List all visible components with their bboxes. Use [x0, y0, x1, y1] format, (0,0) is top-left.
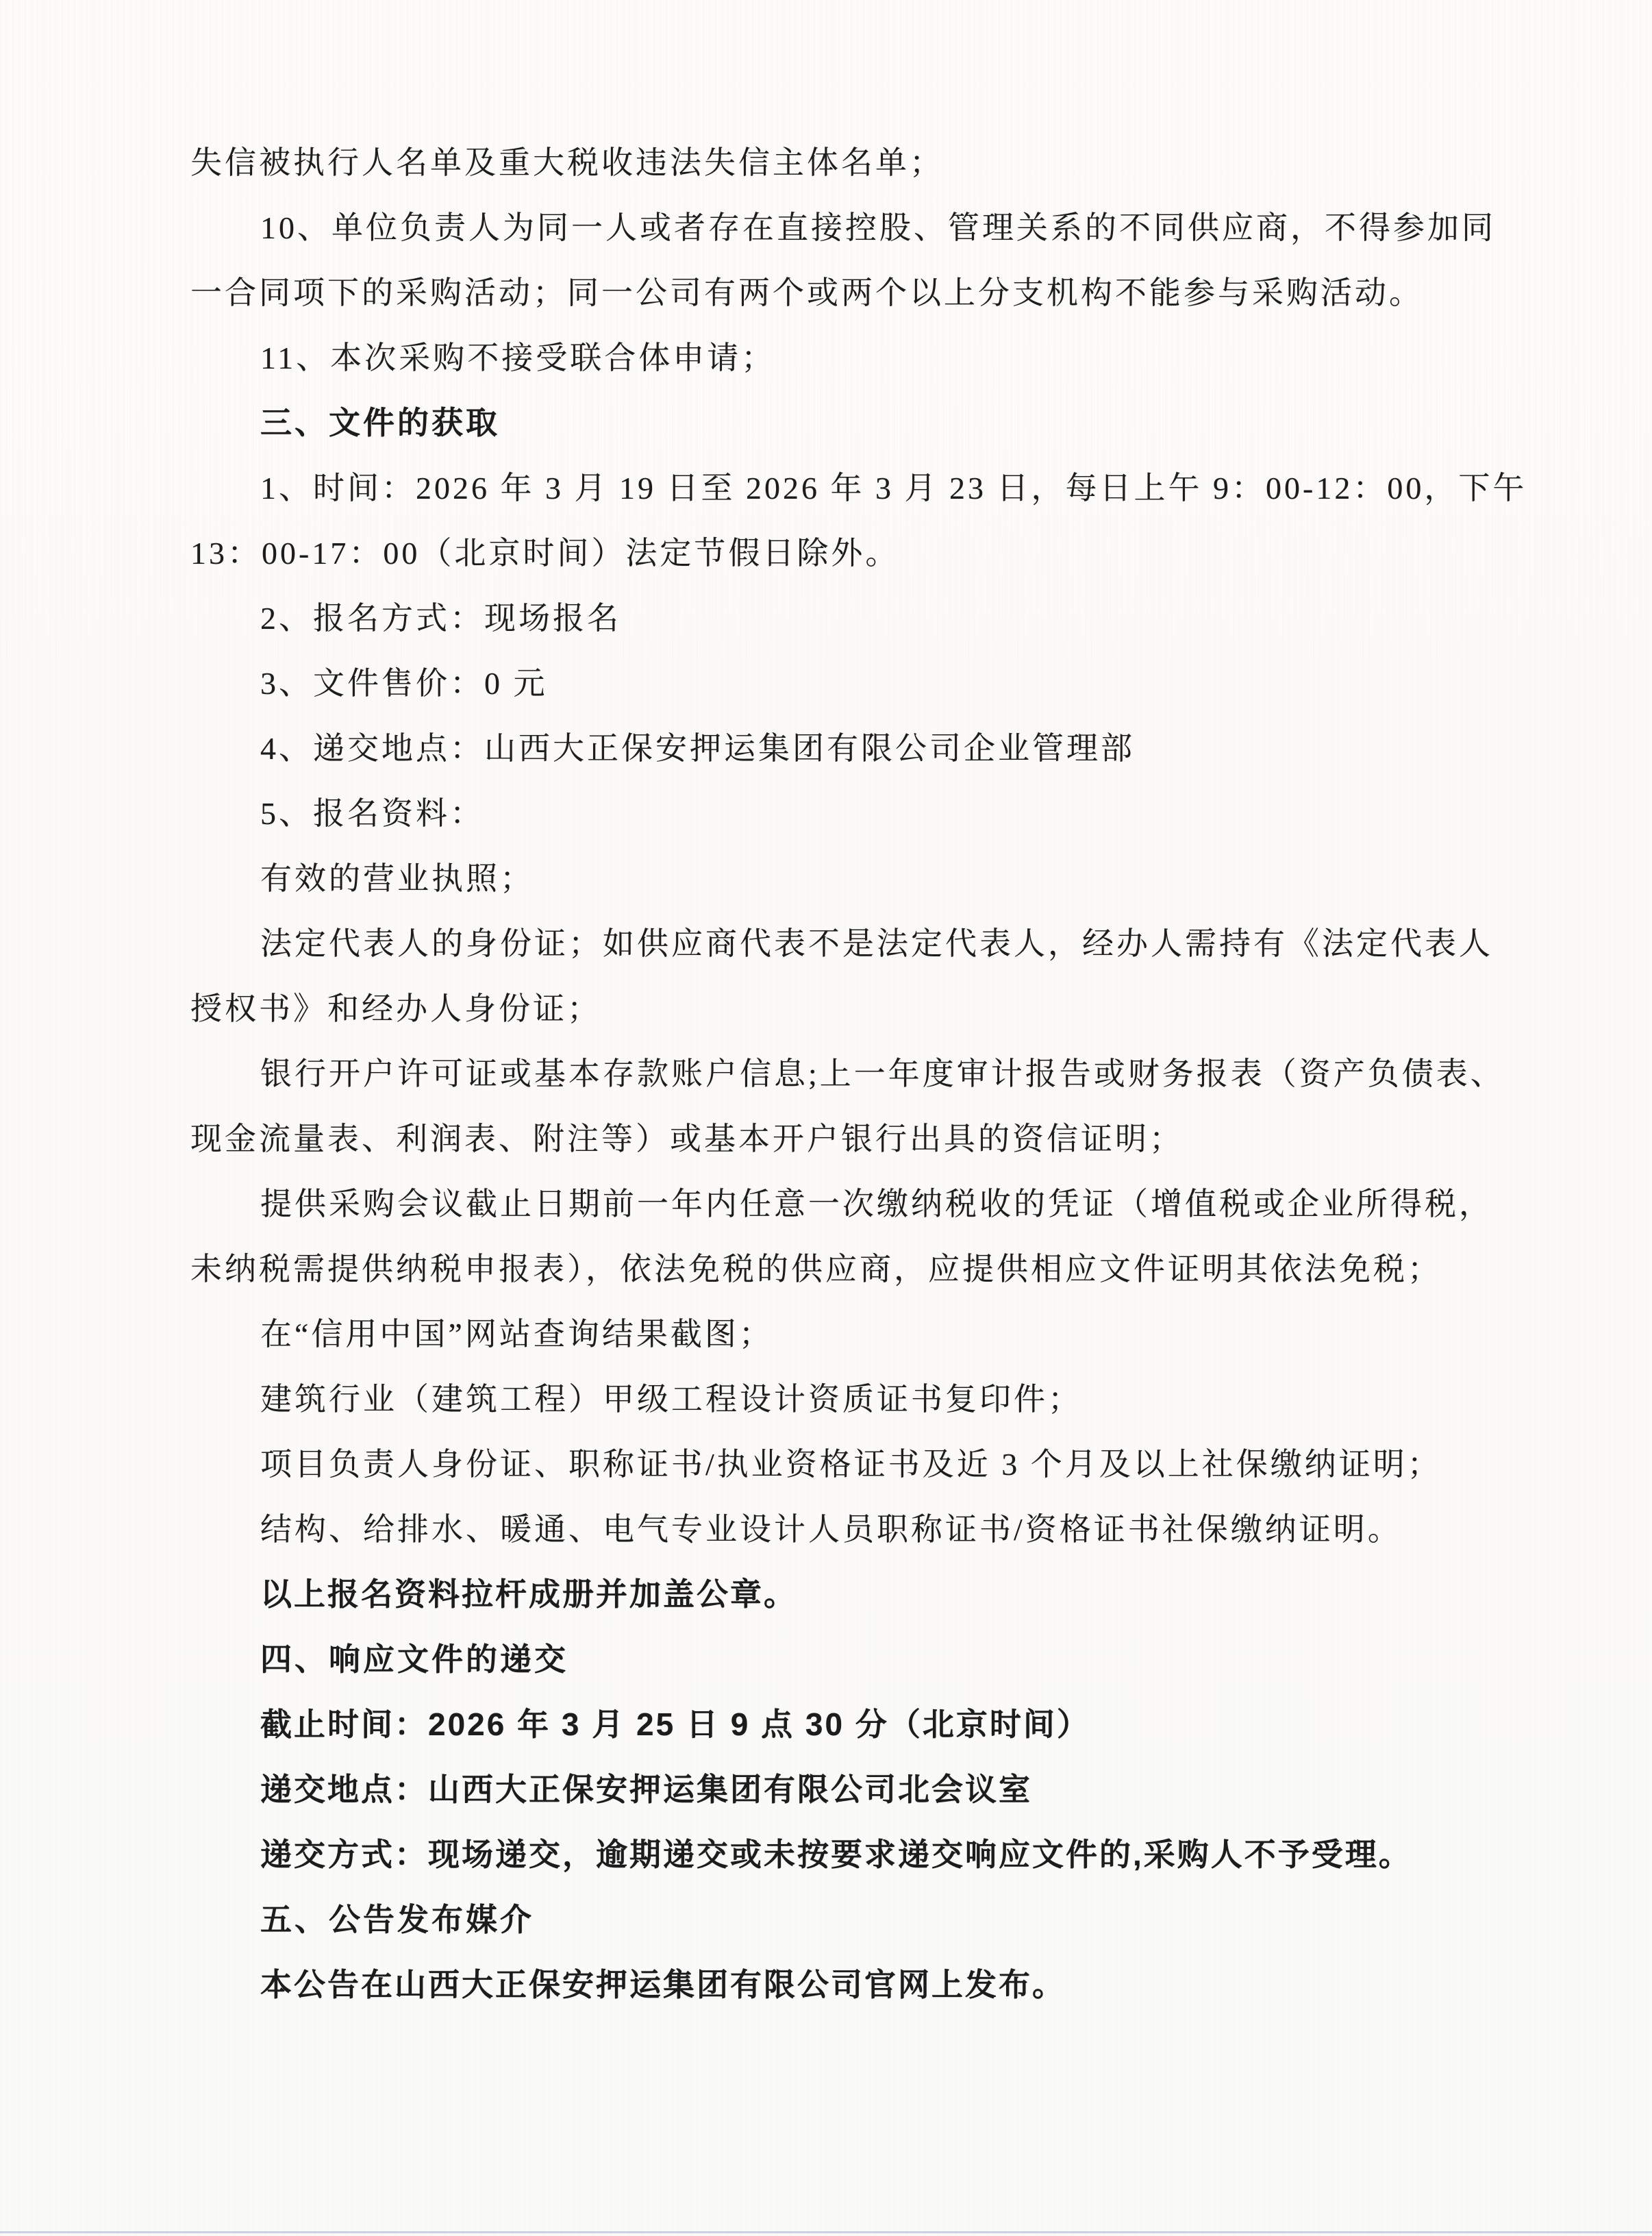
text-line: 三、文件的获取 — [260, 406, 500, 440]
text-line: 法定代表人的身份证；如供应商代表不是法定代表人，经办人需持有《法定代表人 — [260, 926, 1493, 961]
text-line: 3、文件售价：0 元 — [260, 666, 548, 701]
text-line: 失信被执行人名单及重大税收违法失信主体名单； — [190, 145, 944, 180]
text-line: 本公告在山西大正保安押运集团有限公司官网上发布。 — [260, 1967, 1066, 2002]
text-line: 1、时间：2026 年 3 月 19 日至 2026 年 3 月 23 日，每日上午 9：00-12：00，下午 — [260, 471, 1527, 506]
text-line: 提供采购会议截止日期前一年内任意一次缴纳税收的凭证（增值税或企业所得税， — [260, 1187, 1493, 1221]
text-line: 四、响应文件的递交 — [260, 1642, 568, 1677]
text-line: 10、单位负责人为同一人或者存在直接控股、管理关系的不同供应商，不得参加同 — [260, 210, 1496, 245]
text-line: 项目负责人身份证、职称证书/执业资格证书及近 3 个月及以上社保缴纳证明； — [260, 1447, 1442, 1482]
text-line: 4、递交地点：山西大正保安押运集团有限公司企业管理部 — [260, 731, 1135, 766]
text-line: 13：00-17：00（北京时间）法定节假日除外。 — [190, 536, 900, 571]
text-line: 五、公告发布媒介 — [260, 1902, 534, 1937]
text-line: 11、本次采购不接受联合体申请； — [260, 340, 776, 375]
document-body — [190, 130, 1527, 2017]
text-line: 一合同项下的采购活动；同一公司有两个或两个以上分支机构不能参与采购活动。 — [190, 275, 1423, 310]
text-line: 2、报名方式：现场报名 — [260, 601, 621, 636]
text-line: 授权书》和经办人身份证； — [190, 991, 601, 1026]
text-line: 现金流量表、利润表、附注等）或基本开户银行出具的资信证明； — [190, 1121, 1184, 1156]
scan-edge-line — [0, 2231, 1652, 2233]
text-line: 5、报名资料： — [260, 796, 484, 831]
text-line: 结构、给排水、暖通、电气专业设计人员职称证书/资格证书社保缴纳证明。 — [260, 1512, 1402, 1547]
text-line: 未纳税需提供纳税申报表），依法免税的供应商，应提供相应文件证明其依法免税； — [190, 1252, 1442, 1287]
text-line: 递交方式：现场递交，逾期递交或未按要求递交响应文件的,采购人不予受理。 — [260, 1837, 1412, 1872]
text-line: 有效的营业执照； — [260, 861, 534, 896]
text-line: 递交地点：山西大正保安押运集团有限公司北会议室 — [260, 1772, 1032, 1807]
text-line: 在“信用中国”网站查询结果截图； — [260, 1317, 773, 1352]
text-line: 截止时间：2026 年 3 月 25 日 9 点 30 分（北京时间） — [260, 1706, 1090, 1742]
text-line: 以上报名资料拉杆成册并加盖公章。 — [260, 1576, 797, 1612]
text-line: 建筑行业（建筑工程）甲级工程设计资质证书复印件； — [260, 1382, 1082, 1417]
text-line: 银行开户许可证或基本存款账户信息;上一年度审计报告或财务报表（资产负债表、 — [260, 1056, 1505, 1091]
